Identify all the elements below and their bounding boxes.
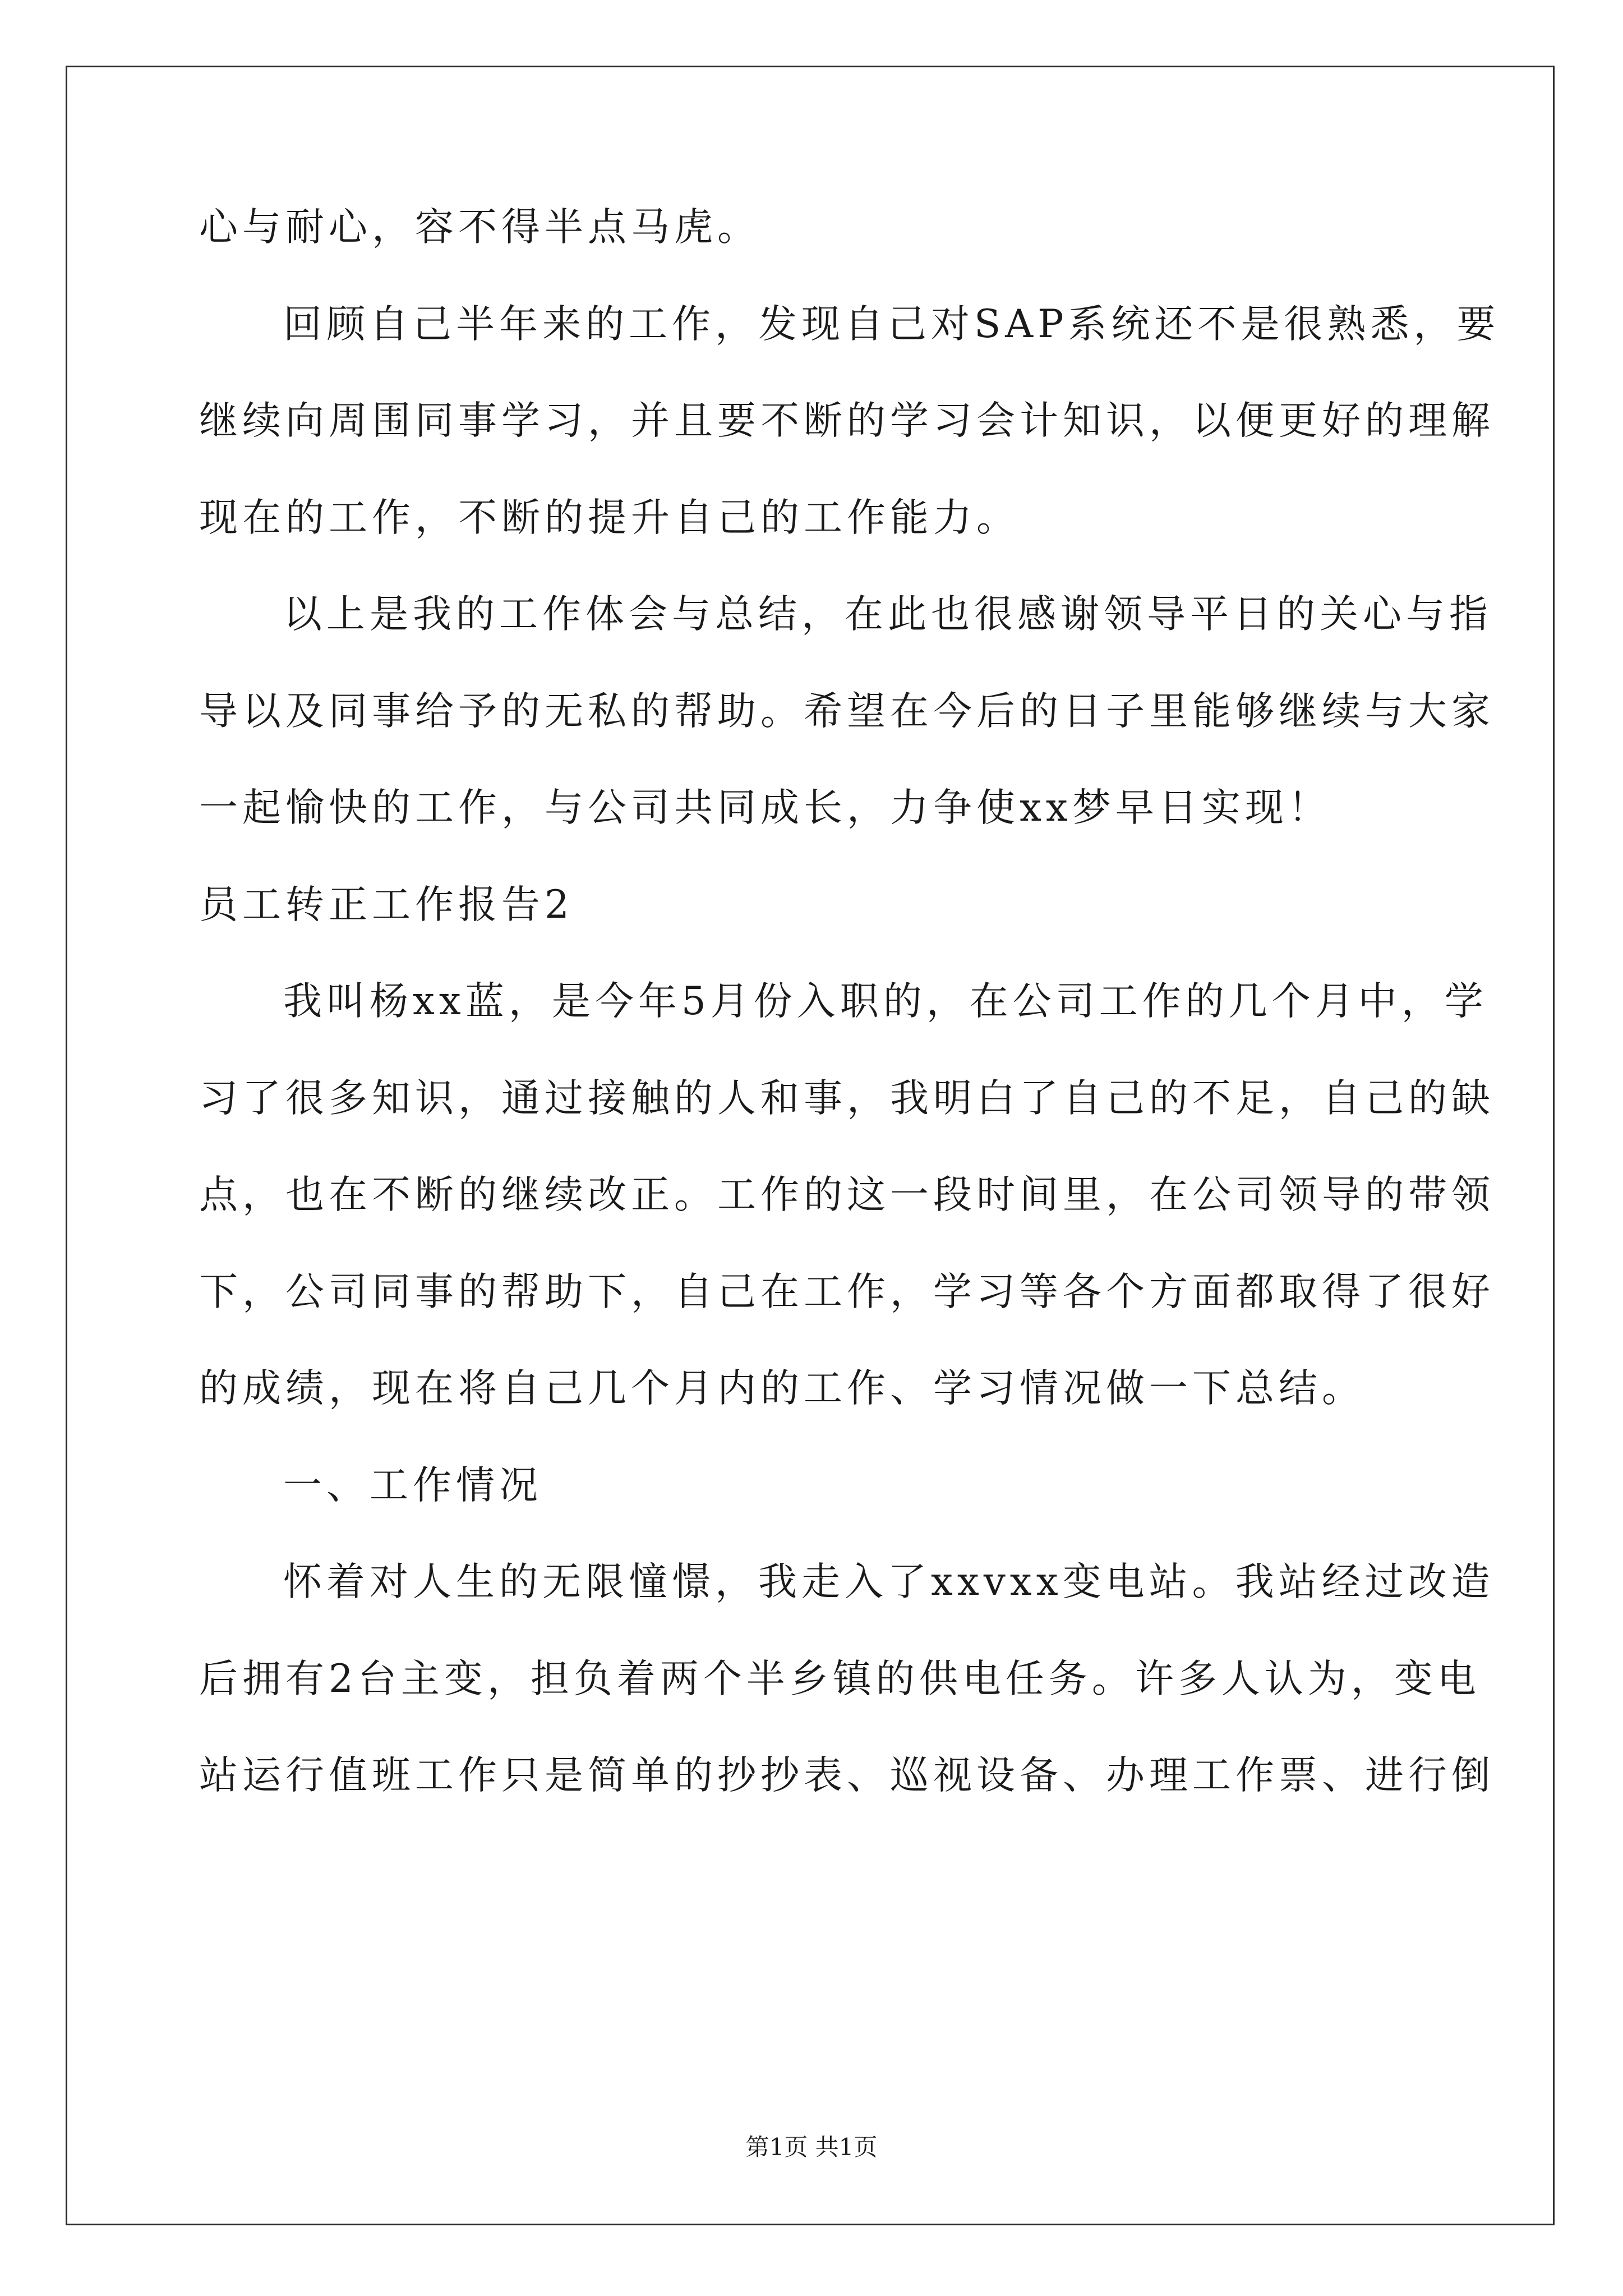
text-line: 下，公司同事的帮助下，自己在工作，学习等各个方面都取得了很好 bbox=[199, 1269, 1495, 1314]
text-line: 后拥有2台主变，担负着两个半乡镇的供电任务。许多人认为，变电 bbox=[199, 1657, 1481, 1701]
text-line: 点，也在不断的继续改正。工作的这一段时间里，在公司领导的带领 bbox=[199, 1172, 1495, 1217]
section-heading: 员工转正工作报告2 bbox=[199, 882, 574, 927]
page-number: 第1页 共1页 bbox=[745, 2133, 878, 2161]
text-line: 一起愉快的工作，与公司共同成长，力争使xx梦早日实现！ bbox=[199, 785, 1331, 830]
text-line: 心与耐心，容不得半点马虎。 bbox=[199, 205, 760, 250]
text-line: 导以及同事给予的无私的帮助。希望在今后的日子里能够继续与大家 bbox=[199, 689, 1495, 734]
text-line: 回顾自己半年来的工作，发现自己对SAP系统还不是很熟悉，要 bbox=[283, 302, 1500, 347]
text-line: 我叫杨xx蓝，是今年5月份入职的，在公司工作的几个月中，学 bbox=[283, 979, 1488, 1024]
text-line: 的成绩，现在将自己几个月内的工作、学习情况做一下总结。 bbox=[199, 1366, 1365, 1411]
subheading: 一、工作情况 bbox=[283, 1463, 542, 1508]
page-border bbox=[66, 66, 1555, 2225]
text-line: 站运行值班工作只是简单的抄抄表、巡视设备、办理工作票、进行倒 bbox=[199, 1753, 1495, 1798]
text-line: 继续向周围同事学习，并且要不断的学习会计知识，以便更好的理解 bbox=[199, 398, 1495, 443]
text-line: 习了很多知识，通过接触的人和事，我明白了自己的不足，自己的缺 bbox=[199, 1076, 1495, 1121]
text-line: 现在的工作，不断的提升自己的工作能力。 bbox=[199, 495, 1020, 540]
text-line: 以上是我的工作体会与总结，在此也很感谢领导平日的关心与指 bbox=[283, 592, 1492, 637]
text-line: 怀着对人生的无限憧憬，我走入了xxvxx变电站。我站经过改造 bbox=[283, 1559, 1495, 1604]
